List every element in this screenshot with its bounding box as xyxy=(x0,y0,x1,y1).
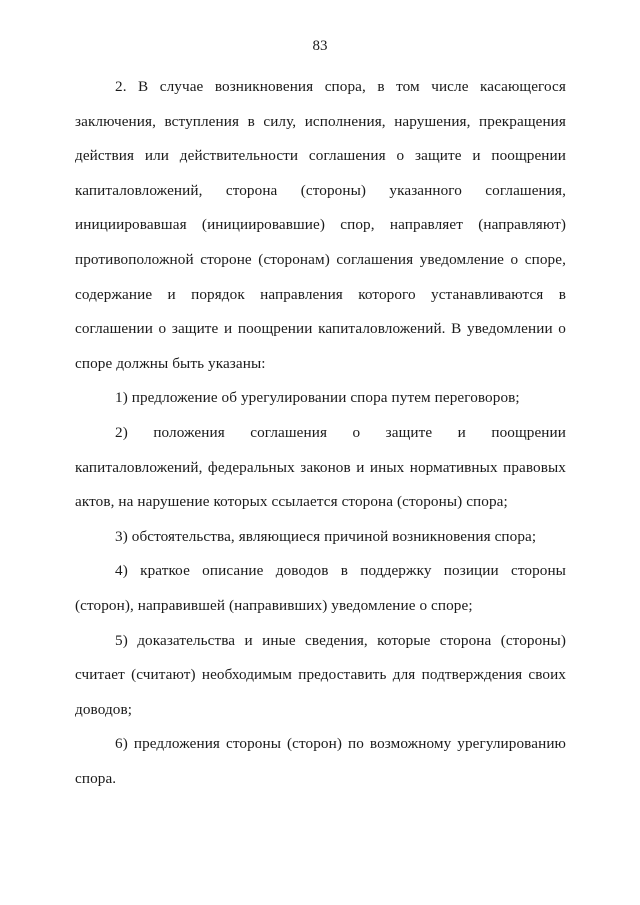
document-body xyxy=(75,70,566,796)
page-number: 83 xyxy=(312,38,328,54)
list-item-3: 3) обстоятельства, являющиеся причиной возникновения спора; xyxy=(115,527,537,545)
paragraph-notice-of-dispute: 2. В случае возникновения спора, в том числе касающегося заключения, вступления в силу, исполнения, нарушения, прекращения действия или действительности соглашения о защите и поощрении капиталовложений, сторона (стороны) указанного соглашения, инициировавшая (инициировавшие) спор, направляет (направляют) противоположной стороне (сторонам) соглашения уведомление о споре, содержание и порядок направления которого устанавливаются в соглашении о защите и поощрении капиталовложений. В уведомлении о споре должны быть указаны: xyxy=(75,78,566,372)
list-item-6: 6) предложения стороны (сторон) по возможному урегулированию спора. xyxy=(75,735,566,787)
list-item-2: 2) положения соглашения о защите и поощрении капиталовложений, федеральных законов и иных нормативных правовых актов, на нарушение которых ссылается сторона (стороны) спора; xyxy=(75,423,566,511)
list-item-4: 4) краткое описание доводов в поддержку позиции стороны (сторон), направившей (направивших) уведомление о споре; xyxy=(75,562,566,614)
list-item-1: 1) предложение об урегулировании спора путем переговоров; xyxy=(115,389,520,407)
list-item-5: 5) доказательства и иные сведения, которые сторона (стороны) считает (считают) необходимым предоставить для подтверждения своих доводов; xyxy=(75,631,566,718)
